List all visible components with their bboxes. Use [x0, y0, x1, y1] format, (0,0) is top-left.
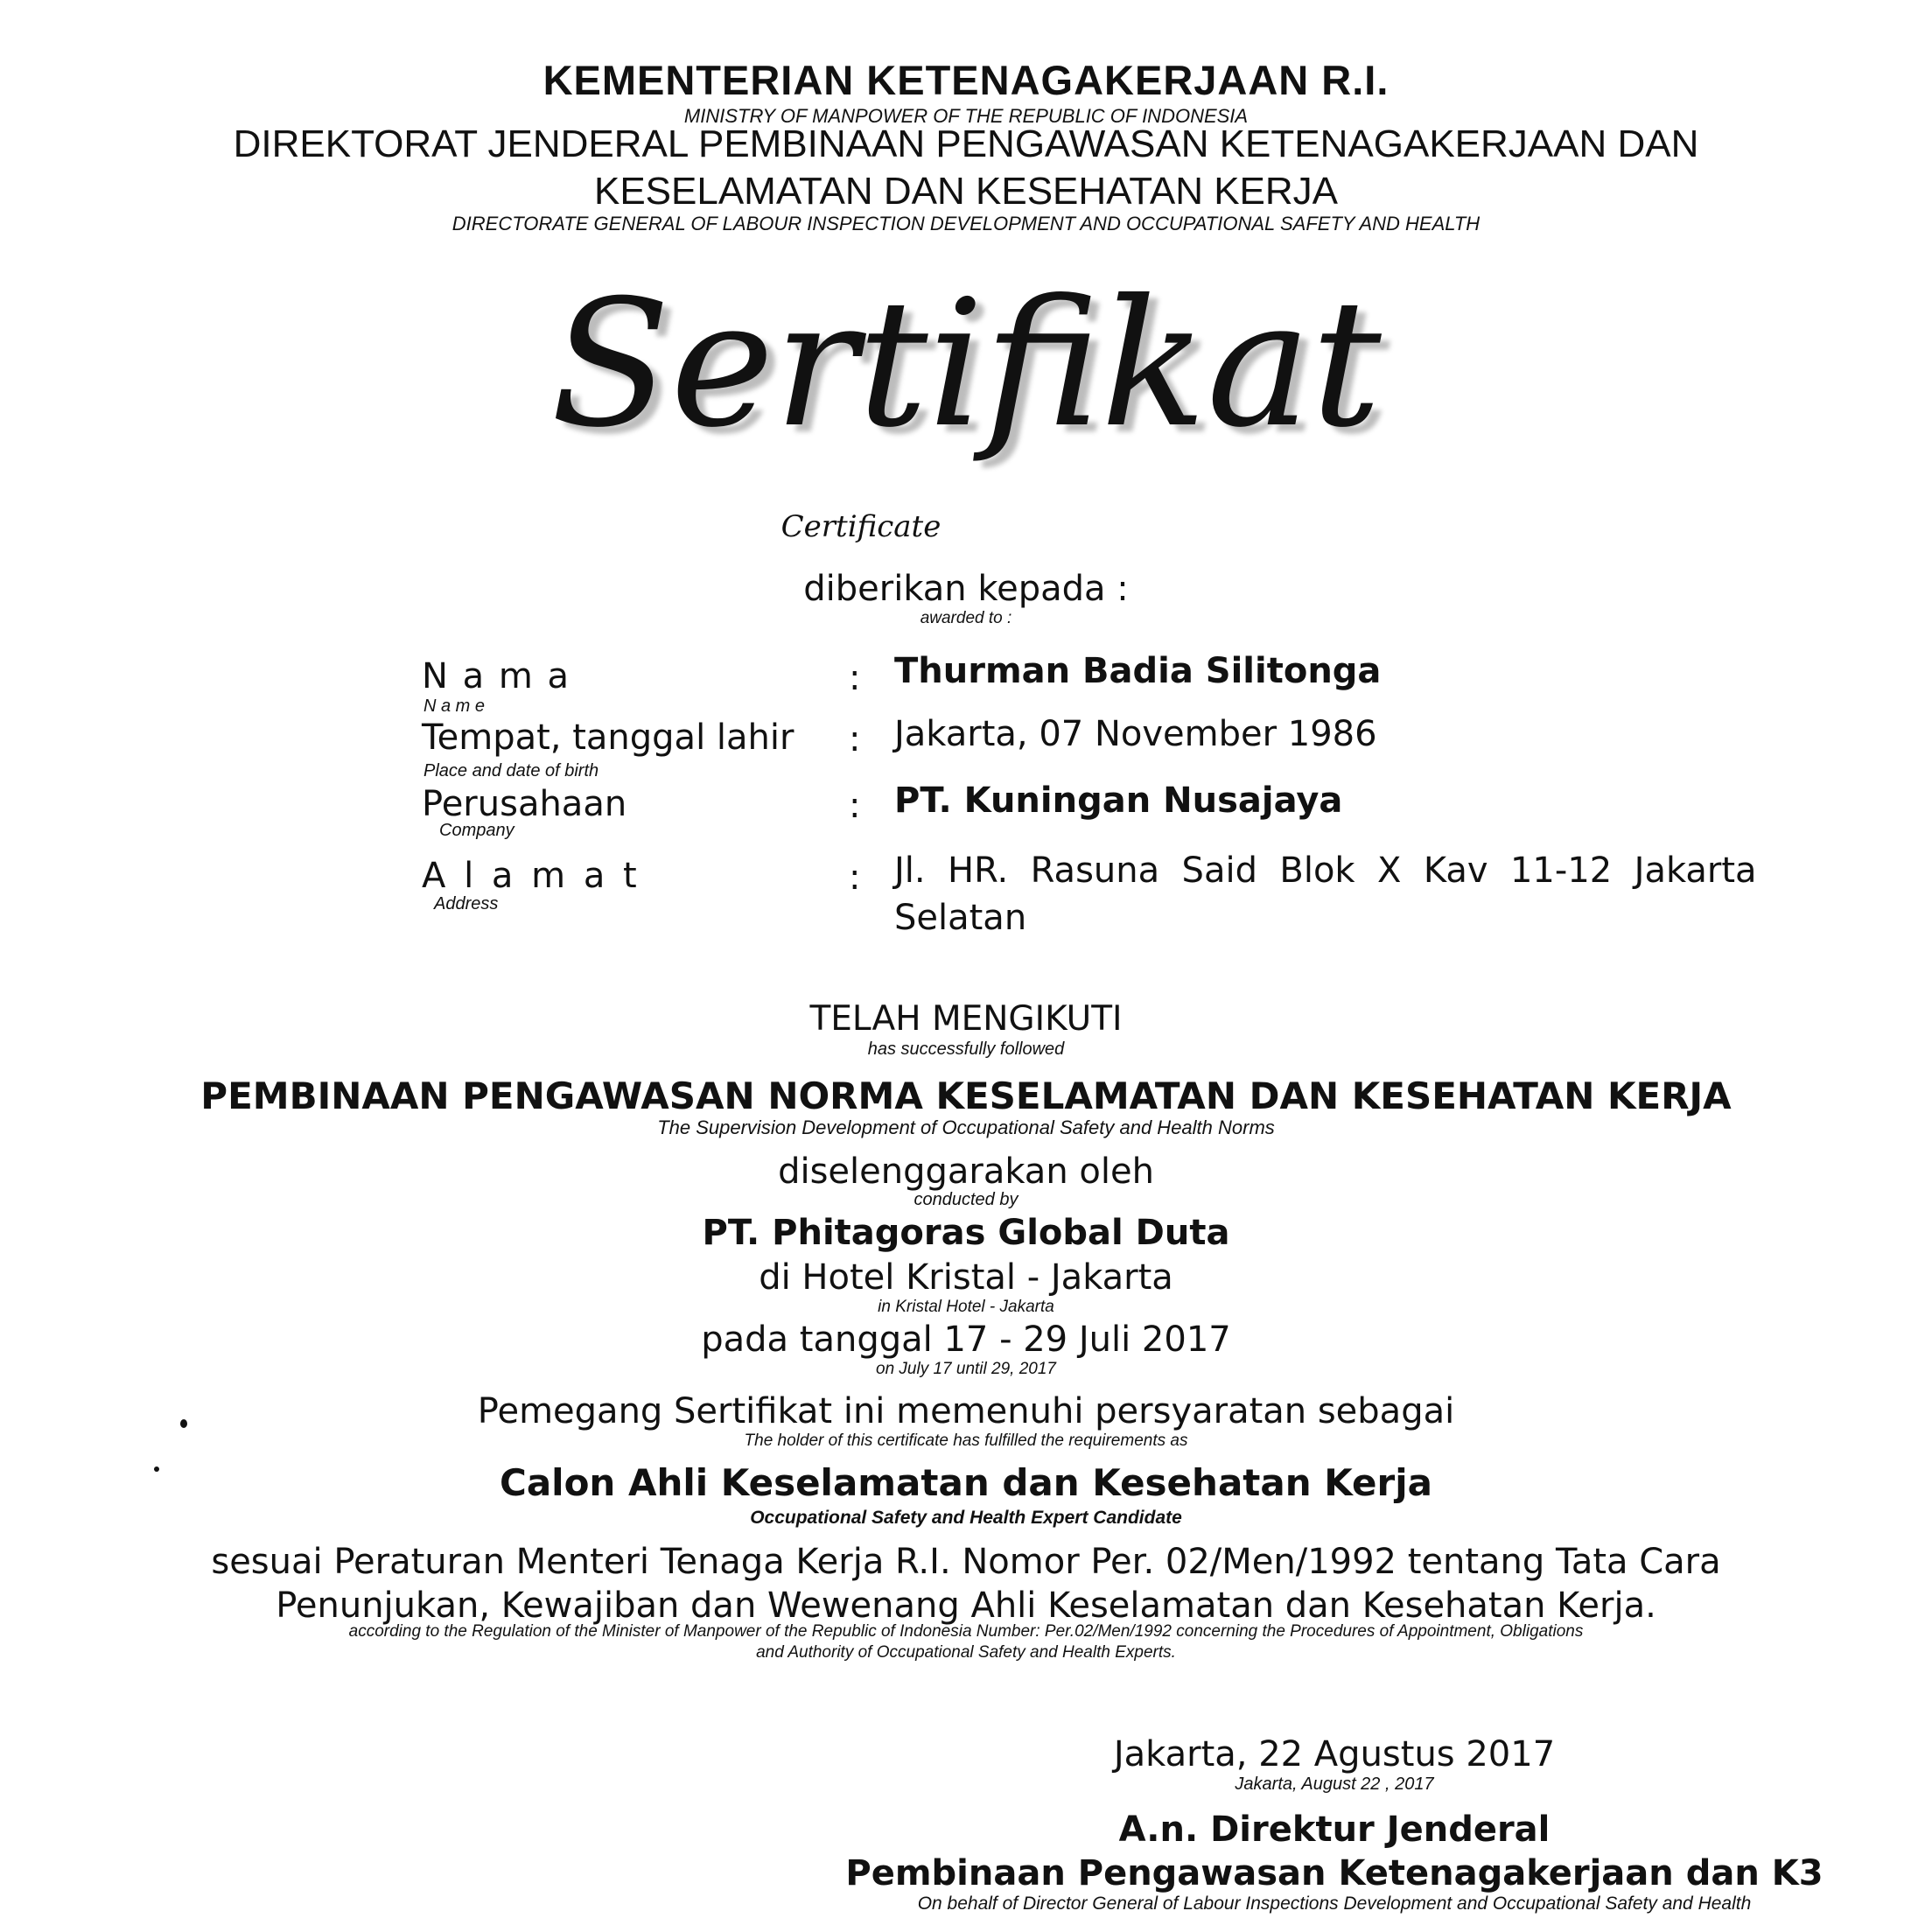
certificate-title-en: Certificate — [780, 509, 942, 544]
name-label: N a m a — [422, 656, 571, 696]
address-label-en: Address — [434, 894, 499, 914]
holder-statement: Pemegang Sertifikat ini memenuhi persyaratan sebagai — [477, 1391, 1455, 1432]
regulation-line2: Penunjukan, Kewajiban dan Wewenang Ahli Keselamatan dan Kesehatan Kerja. — [276, 1586, 1656, 1626]
qualification-title: Calon Ahli Keselamatan dan Kesehatan Kerja — [500, 1461, 1432, 1504]
company-label: Perusahaan — [422, 784, 627, 824]
event-dates-en: on July 17 until 29, 2017 — [876, 1360, 1056, 1378]
name-label-en: N a m e — [424, 696, 486, 716]
event-dates: pada tanggal 17 - 29 Juli 2017 — [701, 1320, 1231, 1360]
program-title: PEMBINAAN PENGAWASAN NORMA KESELAMATAN DAN KESEHATAN KERJA — [200, 1074, 1732, 1117]
organizer-name: PT. Phitagoras Global Duta — [702, 1213, 1230, 1253]
birth-label-en: Place and date of birth — [424, 761, 599, 780]
signatory-title-en: On behalf of Director General of Labour Inspections Development and Occupational Safety and Health — [917, 1894, 1752, 1914]
birth-label: Tempat, tanggal lahir — [422, 718, 794, 758]
ministry-title-en: MINISTRY OF MANPOWER OF THE REPUBLIC OF INDONESIA — [683, 105, 1249, 127]
directorate-title-line1: DIREKTORAT JENDERAL PEMBINAAN PENGAWASAN KETENAGAKERJAAN DAN — [233, 122, 1699, 165]
signature-place-date-en: Jakarta, August 22 , 2017 — [1235, 1774, 1434, 1794]
name-colon: : — [849, 658, 861, 698]
regulation-en-line1: according to the Regulation of the Minister of Manpower of the Republic of Indonesia Number: Per.02/Men/1992 concerning the Procedures of Appointment, Obligations — [348, 1622, 1584, 1641]
birth-colon: : — [849, 719, 861, 760]
followed-label: TELAH MENGIKUTI — [809, 999, 1123, 1039]
name-value: Thurman Badia Silitonga — [894, 651, 1382, 691]
conducted-by-label: diselenggarakan oleh — [778, 1152, 1154, 1192]
regulation-en-line2: and Authority of Occupational Safety and Health Experts. — [756, 1643, 1176, 1662]
qualification-title-en: Occupational Safety and Health Expert Candidate — [750, 1508, 1182, 1528]
holder-statement-en: The holder of this certificate has fulfilled the requirements as — [744, 1432, 1188, 1450]
ministry-title: KEMENTERIAN KETENAGAKERJAAN R.I. — [542, 57, 1390, 103]
venue: di Hotel Kristal - Jakarta — [759, 1257, 1173, 1298]
venue-en: in Kristal Hotel - Jakarta — [878, 1298, 1054, 1316]
certificate-title: Sertifikat — [550, 262, 1382, 466]
scan-speck — [154, 1466, 159, 1472]
directorate-title-line2: KESELAMATAN DAN KESEHATAN KERJA — [593, 170, 1339, 213]
company-colon: : — [849, 786, 861, 826]
program-title-en: The Supervision Development of Occupational Safety and Health Norms — [657, 1116, 1275, 1138]
directorate-title-en: DIRECTORATE GENERAL OF LABOUR INSPECTION DEVELOPMENT AND OCCUPATIONAL SAFETY AND HEALTH — [452, 213, 1480, 234]
awarded-to-label: diberikan kepada : — [803, 569, 1129, 609]
regulation-line1: sesuai Peraturan Menteri Tenaga Kerja R.I. Nomor Per. 02/Men/1992 tentang Tata Cara — [211, 1542, 1721, 1582]
followed-label-en: has successfully followed — [867, 1040, 1065, 1059]
signature-place-date: Jakarta, 22 Agustus 2017 — [1113, 1734, 1556, 1774]
scan-speck — [180, 1419, 187, 1428]
address-value-line2: Selatan — [894, 898, 1027, 938]
address-value-line1: Jl. HR. Rasuna Said Blok X Kav 11-12 Jakarta — [894, 850, 1757, 891]
conducted-by-label-en: conducted by — [914, 1190, 1018, 1209]
signatory-title-line1: A.n. Direktur Jenderal — [1118, 1810, 1550, 1850]
signatory-title-line2: Pembinaan Pengawasan Ketenagakerjaan dan K3 — [845, 1853, 1824, 1894]
company-value: PT. Kuningan Nusajaya — [894, 780, 1343, 821]
birth-value: Jakarta, 07 November 1986 — [894, 714, 1377, 754]
address-label: A l a m a t — [422, 856, 640, 896]
awarded-to-label-en: awarded to : — [920, 609, 1012, 627]
address-colon: : — [849, 858, 861, 898]
company-label-en: Company — [439, 821, 514, 840]
